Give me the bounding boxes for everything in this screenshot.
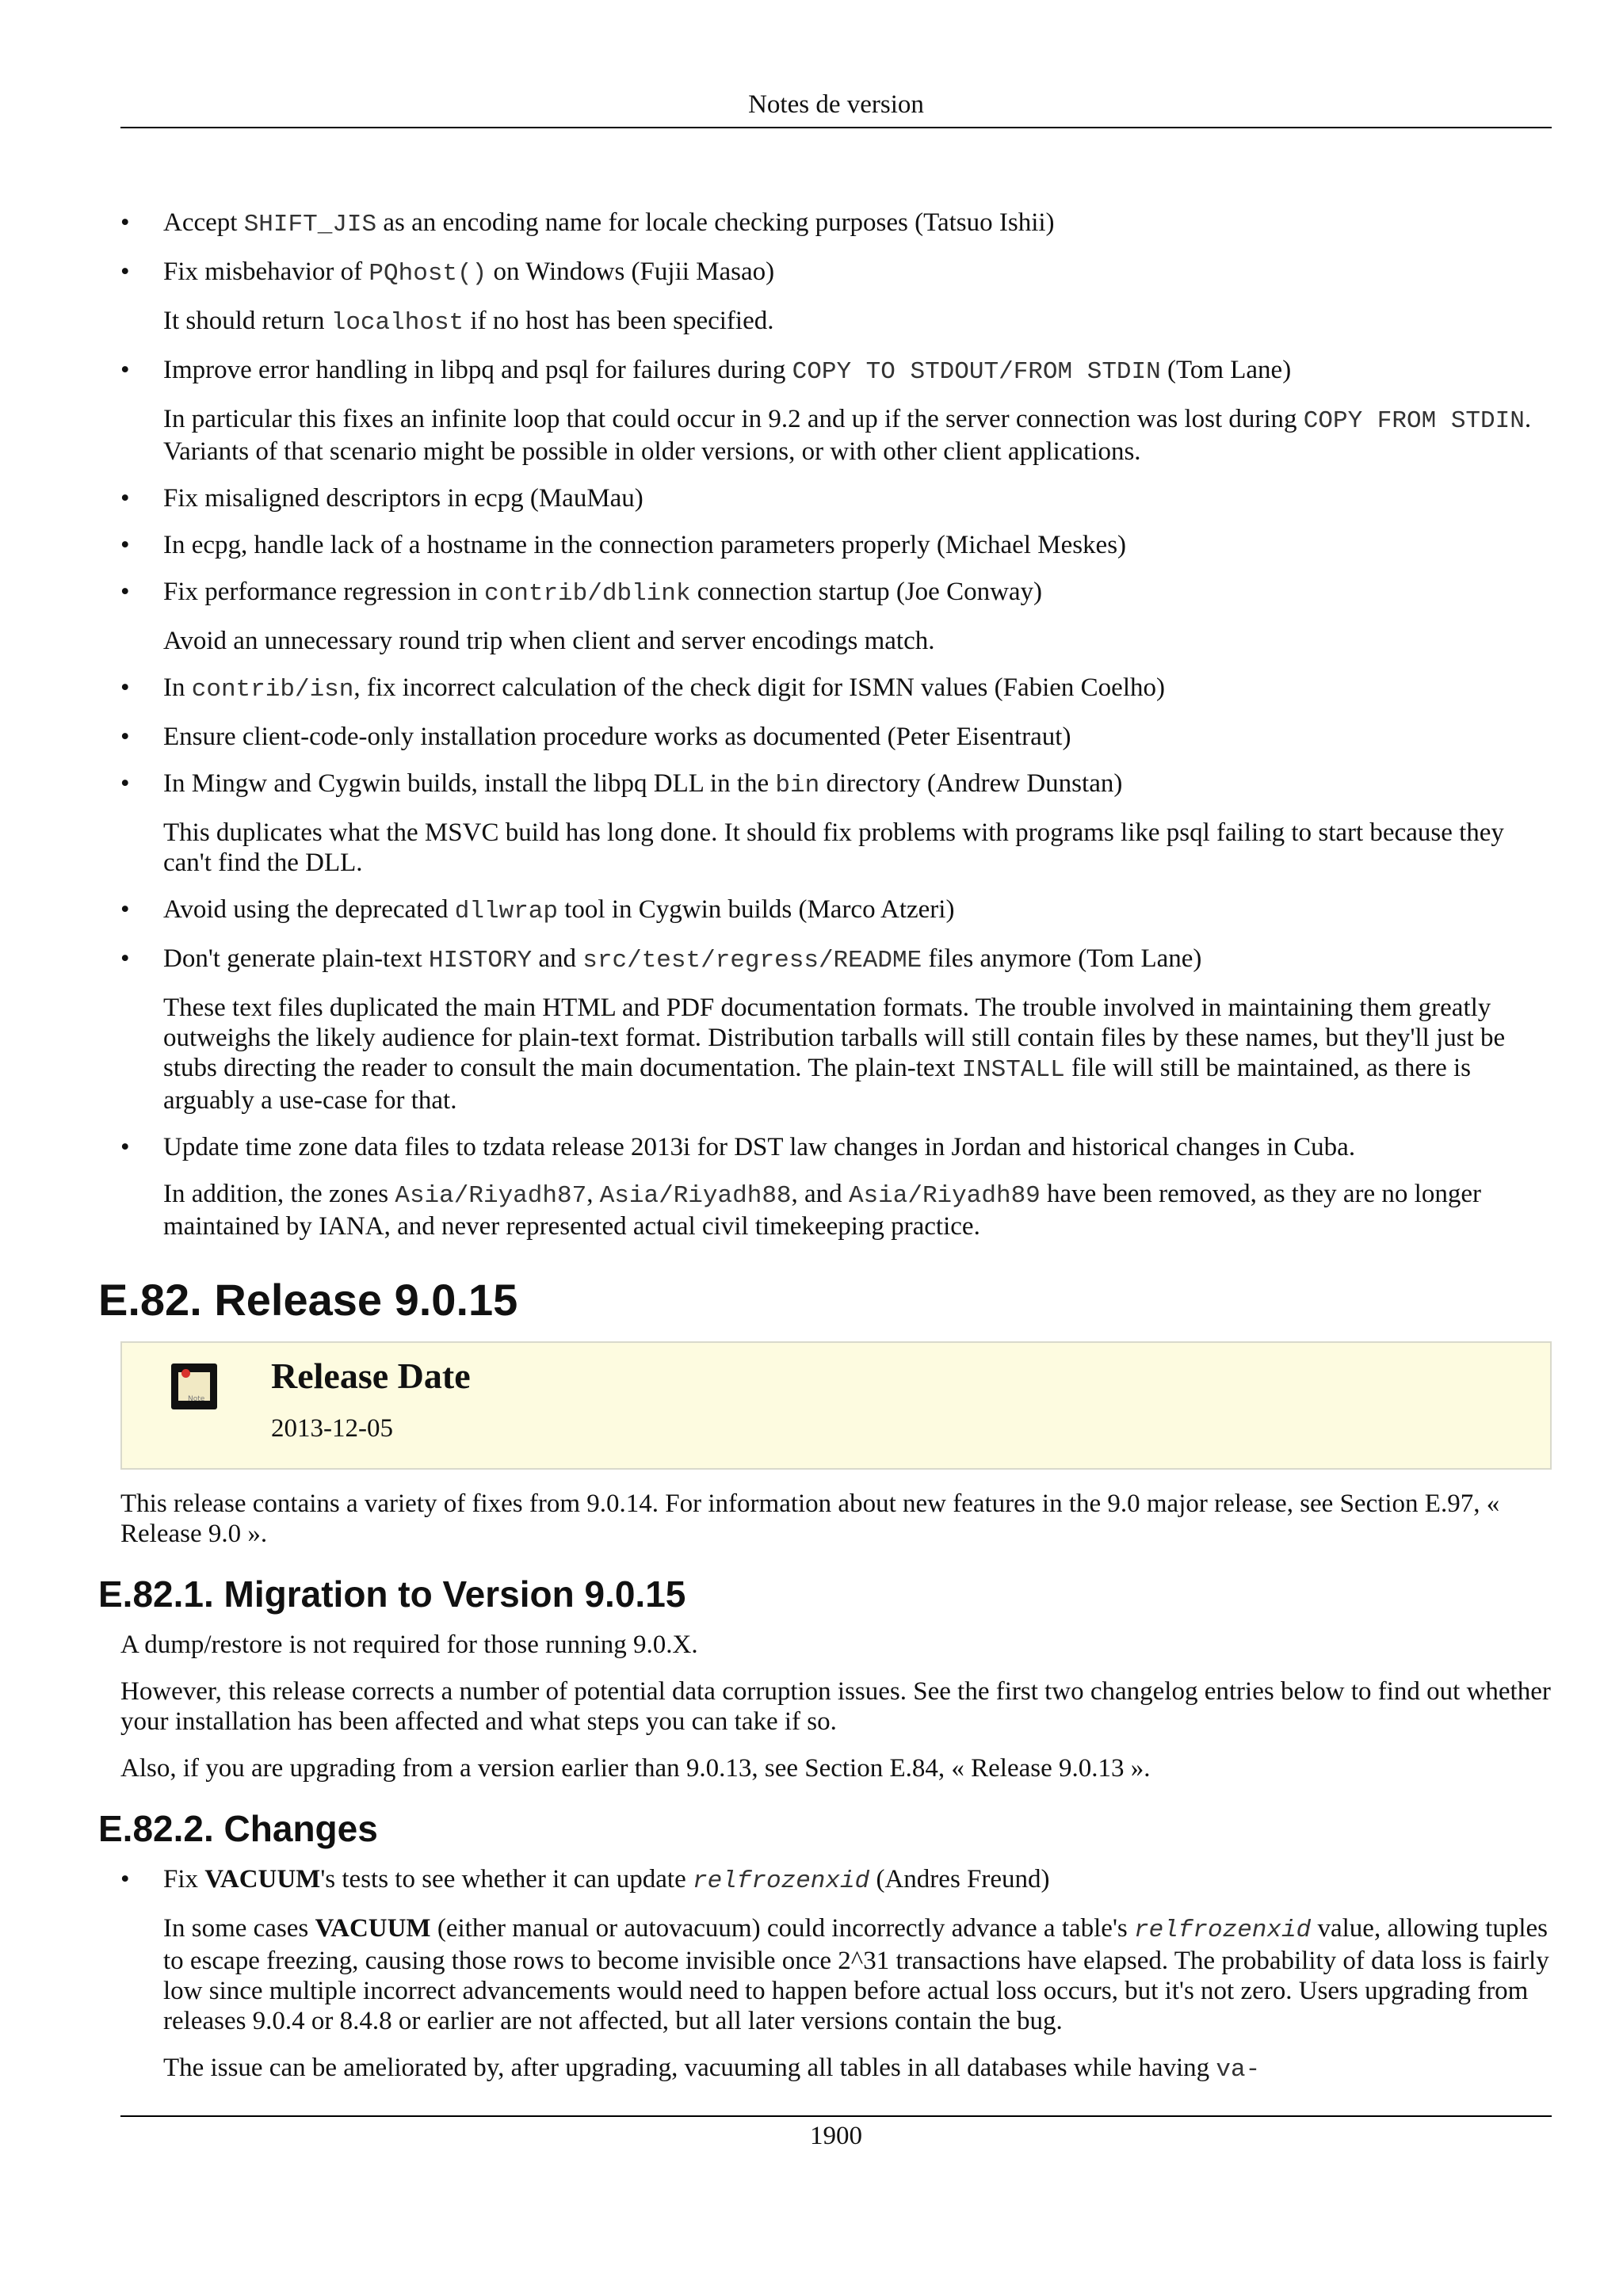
inline-code: src/test/regress/README (582, 947, 922, 974)
header-rule (120, 127, 1552, 128)
list-item-detail: In particular this fixes an infinite loop that could occur in 9.2 and up if the server connection was lost during COPY FROM STDIN. Variants of that scenario might be possible in older versions, or with other client applications. (163, 405, 1532, 466)
command-name: VACUUM (315, 1914, 431, 1943)
release-date-note (120, 1341, 1552, 1470)
inline-code: contrib/isn (191, 676, 354, 704)
intro-paragraph: This release contains a variety of fixes from 9.0.14. For information about new features in the 9.0 major release, see Section E.97, « Release 9.0 ». (120, 1489, 1500, 1548)
subsection-heading: E.82.1. Migration to Version 9.0.15 (98, 1573, 686, 1615)
inline-code: COPY FROM STDIN (1303, 407, 1525, 435)
inline-code: PQhost() (369, 260, 487, 288)
list-item: • In contrib/isn, fix incorrect calculation of the check digit for ISMN values (Fabien Coelho) (120, 673, 1552, 705)
list-item: • Don't generate plain-text HISTORY and src/test/regress/README files anymore (Tom Lane) (120, 944, 1552, 976)
list-item: • Update time zone data files to tzdata release 2013i for DST law changes in Jordan and historical changes in Cuba. (120, 1132, 1552, 1162)
list-item: • Ensure client-code-only installation procedure works as documented (Peter Eisentraut) (120, 722, 1552, 752)
inline-code: dllwrap (454, 898, 559, 925)
list-item: • Accept SHIFT_JIS as an encoding name for locale checking purposes (Tatsuo Ishii) (120, 208, 1552, 240)
list-item-detail: It should return localhost if no host has been specified. (163, 307, 774, 337)
list-item: • Avoid using the deprecated dllwrap tool in Cygwin builds (Marco Atzeri) (120, 894, 1552, 927)
list-item: • In ecpg, handle lack of a hostname in the connection parameters properly (Michael Meskes) (120, 530, 1552, 560)
list-item-detail: The issue can be ameliorated by, after upgrading, vacuuming all tables in all databases while having va- (163, 2054, 1261, 2084)
page-content (98, 208, 1552, 2102)
inline-code: Asia/Riyadh87 (395, 1182, 587, 1210)
command-name: VACUUM (204, 1865, 321, 1894)
paragraph: However, this release corrects a number of potential data corruption issues. See the first two changelog entries below to find out whether your installation has been affected and what steps you can take if so. (120, 1677, 1551, 1736)
list-item-detail: Avoid an unnecessary round trip when client and server encodings match. (163, 627, 935, 655)
running-header: Notes de version (748, 90, 924, 119)
note-title: Release Date (271, 1356, 471, 1396)
list-item-detail: In addition, the zones Asia/Riyadh87, Asia/Riyadh88, and Asia/Riyadh89 have been removed, as they are no longer maintained by IANA, and never represented actual civil timekeeping practice. (163, 1180, 1481, 1241)
list-item: • Fix misaligned descriptors in ecpg (MauMau) (120, 483, 1552, 513)
list-item: • Fix VACUUM's tests to see whether it can update relfrozenxid (Andres Freund) (120, 1864, 1552, 1897)
inline-code: relfrozenxid (1133, 1917, 1312, 1944)
inline-code: COPY TO STDOUT/FROM STDIN (792, 358, 1161, 386)
section-heading: E.82. Release 9.0.15 (98, 1275, 518, 1325)
inline-code: INSTALL (961, 1056, 1065, 1084)
list-item: • In Mingw and Cygwin builds, install the libpq DLL in the bin directory (Andrew Dunstan) (120, 769, 1552, 801)
list-item: • Fix performance regression in contrib/dblink connection startup (Joe Conway) (120, 577, 1552, 609)
inline-code: contrib/dblink (484, 580, 691, 608)
inline-code: relfrozenxid (692, 1867, 870, 1895)
footer-rule (120, 2115, 1552, 2117)
release-date: 2013-12-05 (271, 1414, 393, 1443)
paragraph: Also, if you are upgrading from a version earlier than 9.0.13, see Section E.84, « Release 9.0.13 ». (120, 1754, 1151, 1783)
inline-code: HISTORY (428, 947, 533, 974)
page-number: 1900 (810, 2122, 862, 2150)
inline-code: localhost (330, 309, 464, 337)
inline-code: Asia/Riyadh89 (848, 1182, 1041, 1210)
paragraph: A dump/restore is not required for those running 9.0.X. (120, 1630, 698, 1659)
list-item: • Fix misbehavior of PQhost() on Windows (Fujii Masao) (120, 257, 1552, 289)
list-item-detail: These text files duplicated the main HTML and PDF documentation formats. The trouble involved in maintaining them greatly outweighs the likely audience for plain-text format. Distribution tarballs will still contain files by these names, but they'll just be stubs directing the reader to consult the main documentation. The plain-text INSTALL file will still be maintained, as there is arguably a use-case for that. (163, 994, 1506, 1115)
list-item-detail: This duplicates what the MSVC build has long done. It should fix problems with programs like psql failing to start because they can't find the DLL. (163, 818, 1504, 877)
list-item-detail: In some cases VACUUM (either manual or autovacuum) could incorrectly advance a table's relfrozenxid value, allowing tuples to escape freezing, causing those rows to become invisible once 2^31 transactions have elapsed. The probability of data loss is fairly low since multiple incorrect advancements would need to happen before actual loss occurs, but it's not zero. Users upgrading from releases 9.0.4 or 8.4.8 or earlier are not affected, but all later versions contain the bug. (163, 1914, 1549, 2035)
list-item: • Improve error handling in libpq and psql for failures during COPY TO STDOUT/FROM STDIN (Tom Lane) (120, 355, 1552, 387)
inline-code: bin (775, 772, 820, 799)
inline-code: Asia/Riyadh88 (599, 1182, 792, 1210)
inline-code: SHIFT_JIS (243, 211, 377, 238)
subsection-heading: E.82.2. Changes (98, 1808, 378, 1849)
inline-code: va- (1216, 2056, 1261, 2084)
note-icon: Note (171, 1363, 217, 1409)
